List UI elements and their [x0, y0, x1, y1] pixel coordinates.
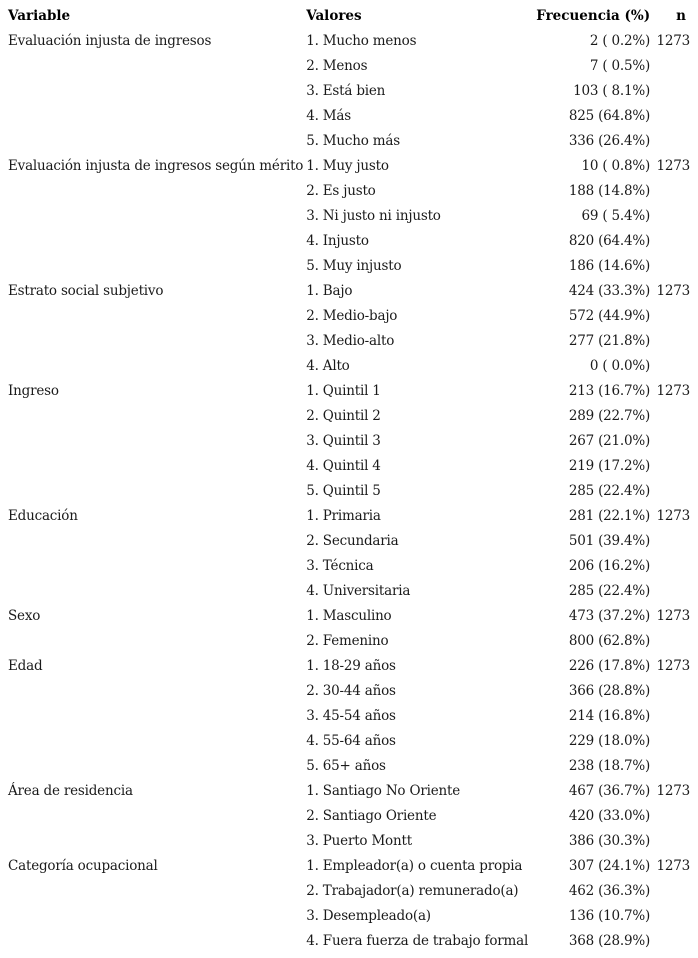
frecuencia-cell: 277 (21.8%): [568, 333, 651, 349]
frecuencia-cell: 800 (62.8%): [568, 633, 651, 649]
variable-cell: [0, 579, 306, 604]
variable-cell: [0, 754, 306, 779]
n-cell: [650, 354, 698, 379]
table-row: [0, 29, 698, 54]
frecuencia-cell: 229 (18.0%): [568, 733, 651, 749]
frecuencia-cell: 307 (24.1%): [568, 858, 651, 874]
table-row: [0, 604, 698, 629]
frecuencia-cell: 336 (26.4%): [568, 133, 651, 149]
n-cell: [650, 404, 698, 429]
table-row: [0, 829, 698, 854]
frecuencia-cell: 186 (14.6%): [568, 258, 651, 274]
header-frecuencia: Frecuencia (%): [536, 8, 651, 24]
valor-cell: 3. Quintil 3: [306, 433, 381, 449]
variable-cell: Estrato social subjetivo: [8, 283, 164, 299]
frecuencia-cell: 386 (30.3%): [568, 833, 651, 849]
valor-cell: 2. Es justo: [306, 183, 376, 199]
frecuencia-cell: 10 ( 0.8%): [581, 158, 651, 174]
variable-cell: Evaluación injusta de ingresos según mérito: [8, 158, 304, 174]
frecuencia-cell: 0 ( 0.0%): [589, 358, 651, 374]
frecuencia-cell: 285 (22.4%): [568, 583, 651, 599]
n-cell: [650, 804, 698, 829]
variable-cell: Ingreso: [8, 383, 59, 399]
table-row: [0, 54, 698, 79]
n-cell: [650, 554, 698, 579]
n-cell: 1273: [656, 283, 690, 299]
table-header: [0, 4, 698, 29]
variable-cell: [0, 479, 306, 504]
valor-cell: 5. Muy injusto: [306, 258, 402, 274]
variable-cell: [0, 729, 306, 754]
valor-cell: 3. Está bien: [306, 83, 386, 99]
n-cell: [650, 79, 698, 104]
frecuencia-cell: 467 (36.7%): [568, 783, 651, 799]
valor-cell: 2. Menos: [306, 58, 368, 74]
variable-cell: [0, 804, 306, 829]
frecuencia-cell: 7 ( 0.5%): [589, 58, 651, 74]
n-cell: 1273: [656, 33, 690, 49]
frecuencia-cell: 136 (10.7%): [568, 908, 651, 924]
n-cell: [650, 579, 698, 604]
n-cell: [650, 304, 698, 329]
header-valores: Valores: [306, 8, 362, 24]
n-cell: [650, 329, 698, 354]
table-row: [0, 679, 698, 704]
n-cell: [650, 529, 698, 554]
valor-cell: 2. Santiago Oriente: [306, 808, 437, 824]
table-row: [0, 704, 698, 729]
variable-cell: [0, 879, 306, 904]
n-cell: 1273: [656, 608, 690, 624]
variable-cell: [0, 129, 306, 154]
variable-cell: Edad: [8, 658, 43, 674]
n-cell: [650, 879, 698, 904]
n-cell: 1273: [656, 658, 690, 674]
frecuencia-cell: 69 ( 5.4%): [581, 208, 651, 224]
n-cell: [650, 179, 698, 204]
frecuencia-cell: 213 (16.7%): [568, 383, 651, 399]
table-row: [0, 554, 698, 579]
frecuencia-cell: 206 (16.2%): [568, 558, 651, 574]
variable-cell: [0, 179, 306, 204]
table-row: [0, 304, 698, 329]
valor-cell: 4. Fuera fuerza de trabajo formal: [306, 933, 529, 949]
table-row: [0, 204, 698, 229]
table-row: [0, 429, 698, 454]
valor-cell: 3. Técnica: [306, 558, 374, 574]
n-cell: [650, 104, 698, 129]
variable-cell: [0, 329, 306, 354]
variable-cell: [0, 404, 306, 429]
valor-cell: 4. 55-64 años: [306, 733, 396, 749]
valor-cell: 1. Empleador(a) o cuenta propia: [306, 858, 523, 874]
table-row: [0, 154, 698, 179]
n-cell: [650, 679, 698, 704]
n-cell: [650, 704, 698, 729]
valor-cell: 2. Medio-bajo: [306, 308, 398, 324]
valor-cell: 5. Quintil 5: [306, 483, 381, 499]
valor-cell: 2. Femenino: [306, 633, 389, 649]
n-cell: [650, 754, 698, 779]
valor-cell: 2. Trabajador(a) remunerado(a): [306, 883, 519, 899]
valor-cell: 1. Santiago No Oriente: [306, 783, 460, 799]
header-n: n: [676, 8, 686, 24]
frecuencia-cell: 289 (22.7%): [568, 408, 651, 424]
n-cell: 1273: [656, 508, 690, 524]
table-row: [0, 354, 698, 379]
valor-cell: 1. 18-29 años: [306, 658, 396, 674]
valor-cell: 3. Puerto Montt: [306, 833, 412, 849]
frecuencia-cell: 473 (37.2%): [568, 608, 651, 624]
frecuencia-cell: 366 (28.8%): [568, 683, 651, 699]
frecuencia-cell: 424 (33.3%): [568, 283, 651, 299]
variable-cell: [0, 229, 306, 254]
header-variable: Variable: [8, 8, 71, 24]
frecuencia-cell: 214 (16.8%): [568, 708, 651, 724]
frecuencia-cell: 103 ( 8.1%): [573, 83, 651, 99]
variable-cell: [0, 629, 306, 654]
variable-cell: [0, 254, 306, 279]
table-row: [0, 929, 698, 954]
variable-cell: [0, 704, 306, 729]
variable-cell: [0, 354, 306, 379]
frecuencia-cell: 226 (17.8%): [568, 658, 651, 674]
table-row: [0, 279, 698, 304]
valor-cell: 4. Universitaria: [306, 583, 411, 599]
table-row: [0, 179, 698, 204]
frecuencia-cell: 188 (14.8%): [568, 183, 651, 199]
n-cell: [650, 229, 698, 254]
table-row: [0, 579, 698, 604]
variable-cell: [0, 54, 306, 79]
variable-cell: Evaluación injusta de ingresos: [8, 33, 212, 49]
frecuencia-cell: 267 (21.0%): [568, 433, 651, 449]
variable-cell: Área de residencia: [8, 783, 133, 799]
table-row: [0, 454, 698, 479]
frecuencia-cell: 572 (44.9%): [568, 308, 651, 324]
variable-cell: Categoría ocupacional: [8, 858, 158, 874]
n-cell: [650, 479, 698, 504]
table-row: [0, 729, 698, 754]
variable-cell: [0, 454, 306, 479]
variable-cell: [0, 304, 306, 329]
variable-cell: [0, 829, 306, 854]
n-cell: [650, 629, 698, 654]
frecuencia-cell: 2 ( 0.2%): [589, 33, 651, 49]
frecuencia-cell: 420 (33.0%): [568, 808, 651, 824]
n-cell: 1273: [656, 858, 690, 874]
descriptive-statistics-table: [0, 4, 698, 954]
table-row: [0, 754, 698, 779]
n-cell: [650, 129, 698, 154]
n-cell: [650, 204, 698, 229]
n-cell: [650, 254, 698, 279]
variable-cell: [0, 679, 306, 704]
valor-cell: 1. Quintil 1: [306, 383, 381, 399]
table-row: [0, 104, 698, 129]
variable-cell: [0, 529, 306, 554]
valor-cell: 3. Medio-alto: [306, 333, 395, 349]
valor-cell: 3. Desempleado(a): [306, 908, 431, 924]
n-cell: [650, 54, 698, 79]
table-row: [0, 329, 698, 354]
table-row: [0, 779, 698, 804]
variable-cell: [0, 104, 306, 129]
table-row: [0, 79, 698, 104]
table-row: [0, 479, 698, 504]
variable-cell: [0, 429, 306, 454]
frecuencia-cell: 368 (28.9%): [568, 933, 651, 949]
table-row: [0, 129, 698, 154]
n-cell: 1273: [656, 158, 690, 174]
n-cell: [650, 454, 698, 479]
variable-cell: [0, 204, 306, 229]
valor-cell: 3. Ni justo ni injusto: [306, 208, 441, 224]
table-row: [0, 904, 698, 929]
variable-cell: [0, 904, 306, 929]
valor-cell: 4. Alto: [306, 358, 350, 374]
frecuencia-cell: 285 (22.4%): [568, 483, 651, 499]
table-row: [0, 254, 698, 279]
valor-cell: 2. Secundaria: [306, 533, 399, 549]
table-row: [0, 404, 698, 429]
variable-cell: Sexo: [8, 608, 41, 624]
table-row: [0, 229, 698, 254]
valor-cell: 2. 30-44 años: [306, 683, 396, 699]
table-row: [0, 529, 698, 554]
valor-cell: 5. Mucho más: [306, 133, 400, 149]
frecuencia-cell: 462 (36.3%): [568, 883, 651, 899]
n-cell: [650, 829, 698, 854]
table-row: [0, 379, 698, 404]
valor-cell: 1. Mucho menos: [306, 33, 417, 49]
n-cell: [650, 929, 698, 954]
valor-cell: 4. Injusto: [306, 233, 369, 249]
valor-cell: 5. 65+ años: [306, 758, 386, 774]
frecuencia-cell: 825 (64.8%): [568, 108, 651, 124]
variable-cell: Educación: [8, 508, 78, 524]
valor-cell: 4. Quintil 4: [306, 458, 381, 474]
variable-cell: [0, 79, 306, 104]
n-cell: [650, 904, 698, 929]
table-row: [0, 879, 698, 904]
valor-cell: 1. Muy justo: [306, 158, 389, 174]
header-row: [0, 4, 698, 29]
n-cell: 1273: [656, 383, 690, 399]
frecuencia-cell: 501 (39.4%): [568, 533, 651, 549]
valor-cell: 1. Primaria: [306, 508, 381, 524]
valor-cell: 1. Bajo: [306, 283, 353, 299]
variable-cell: [0, 929, 306, 954]
table-row: [0, 804, 698, 829]
table-row: [0, 854, 698, 879]
table-body: [0, 29, 698, 954]
frecuencia-cell: 281 (22.1%): [568, 508, 651, 524]
variable-cell: [0, 554, 306, 579]
valor-cell: 2. Quintil 2: [306, 408, 381, 424]
frecuencia-cell: 820 (64.4%): [568, 233, 651, 249]
n-cell: 1273: [656, 783, 690, 799]
table-row: [0, 504, 698, 529]
valor-cell: 4. Más: [306, 108, 351, 124]
table-row: [0, 654, 698, 679]
frecuencia-cell: 219 (17.2%): [568, 458, 651, 474]
valor-cell: 3. 45-54 años: [306, 708, 396, 724]
valor-cell: 1. Masculino: [306, 608, 392, 624]
n-cell: [650, 429, 698, 454]
frecuencia-cell: 238 (18.7%): [568, 758, 651, 774]
n-cell: [650, 729, 698, 754]
table-row: [0, 629, 698, 654]
